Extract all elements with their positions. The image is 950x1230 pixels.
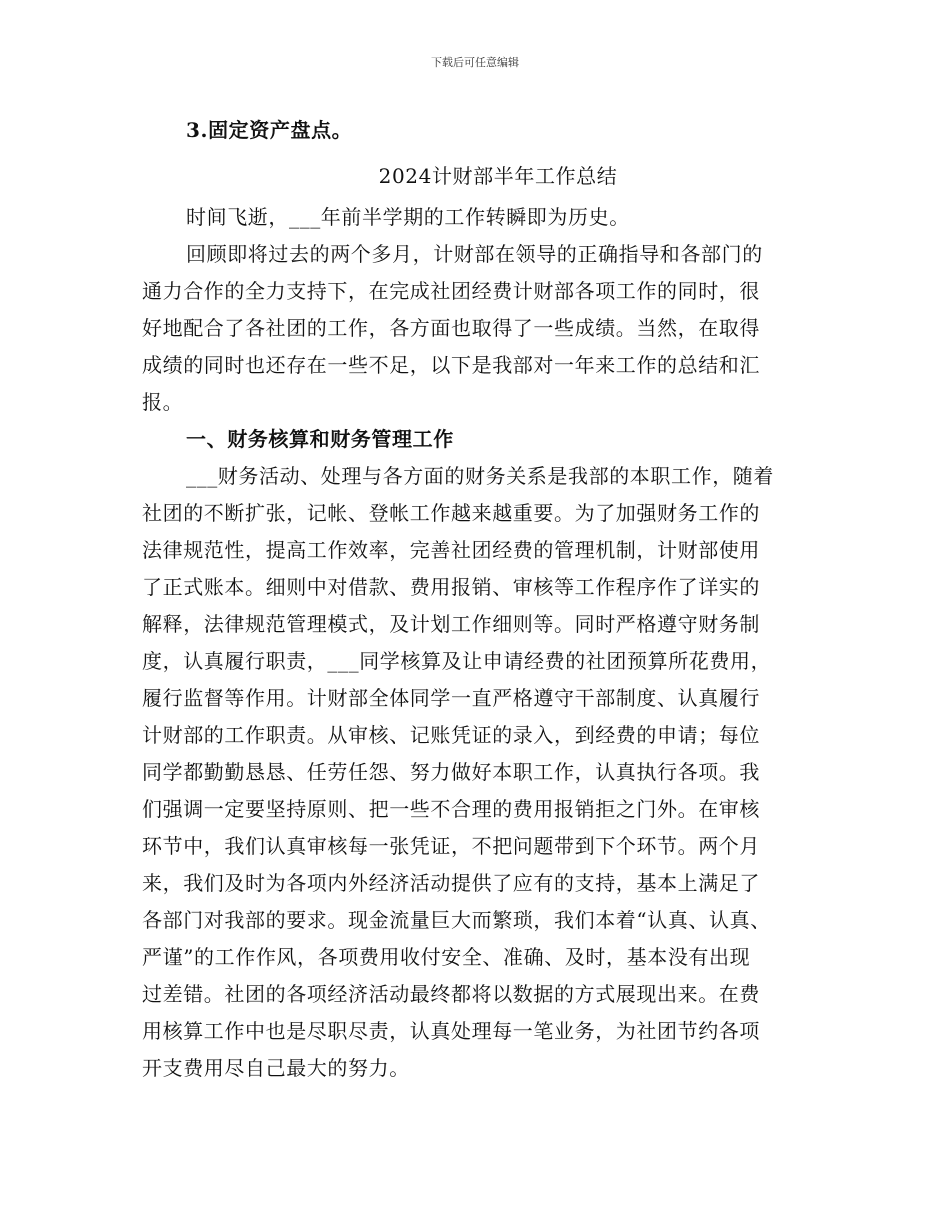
paragraph-line: 社团的不断扩张，记帐、登帐工作越来越重要。为了加强财务工作的 [142,501,760,525]
paragraph-2 [142,458,822,1087]
paragraph-line: 履行监督等作用。计财部全体同学一直严格遵守干部制度、认真履行 [142,686,760,710]
paragraph-1 [142,236,822,421]
paragraph-line: 来，我们及时为各项内外经济活动提供了应有的支持，基本上满足了 [142,871,760,895]
paragraph-line: 好地配合了各社团的工作，各方面也取得了一些成绩。当然，在取得 [142,316,760,340]
paragraph-line: 各部门对我部的要求。现金流量巨大而繁琐，我们本着“认真、认真、 [142,908,771,932]
document-body [142,112,822,1087]
paragraph-line: 报。 [142,390,184,414]
paragraph-line: 过差错。社团的各项经济活动最终都将以数据的方式展现出来。在费 [142,982,760,1006]
paragraph-line: 成绩的同时也还存在一些不足，以下是我部对一年来工作的总结和汇 [142,353,760,377]
paragraph-line: 同学都勤勤恳恳、任劳任怨、努力做好本职工作，认真执行各项。我 [142,760,760,784]
document-title: 2024计财部半年工作总结 [378,164,618,188]
paragraph-line: 用核算工作中也是尽职尽责，认真处理每一笔业务，为社团节约各项 [142,1019,760,1043]
header-note: 下载后可任意编辑 [431,56,519,69]
item-heading: 3.固定资产盘点。 [186,118,353,142]
paragraph-line: 开支费用尽自己最大的努力。 [142,1056,410,1080]
paragraph-line: 计财部的工作职责。从审核、记账凭证的录入，到经费的申请；每位 [142,723,760,747]
paragraph-line: 了正式账本。细则中对借款、费用报销、审核等工作程序作了详实的 [142,575,760,599]
paragraph-line: 严谨”的工作作风，各项费用收付安全、准确、及时，基本没有出现 [142,945,751,969]
paragraph-line: 环节中，我们认真审核每一张凭证，不把问题带到下个环节。两个月 [142,834,760,858]
section-heading: 一、财务核算和财务管理工作 [186,427,454,451]
paragraph-line: 们强调一定要坚持原则、把一些不合理的费用报销拒之门外。在审核 [142,797,760,821]
paragraph-line: ___财务活动、处理与各方面的财务关系是我部的本职工作，随着 [186,464,774,488]
intro-line: 时间飞逝，___年前半学期的工作转瞬即为历史。 [186,205,630,229]
paragraph-line: 回顾即将过去的两个多月，计财部在领导的正确指导和各部门的 [186,242,763,266]
paragraph-line: 通力合作的全力支持下，在完成社团经费计财部各项工作的同时，很 [142,279,760,303]
paragraph-line: 解释，法律规范管理模式，及计划工作细则等。同时严格遵守财务制 [142,612,760,636]
paragraph-line: 度，认真履行职责，___同学核算及让申请经费的社团预算所花费用， [142,649,772,673]
paragraph-line: 法律规范性，提高工作效率，完善社团经费的管理机制，计财部使用 [142,538,760,562]
